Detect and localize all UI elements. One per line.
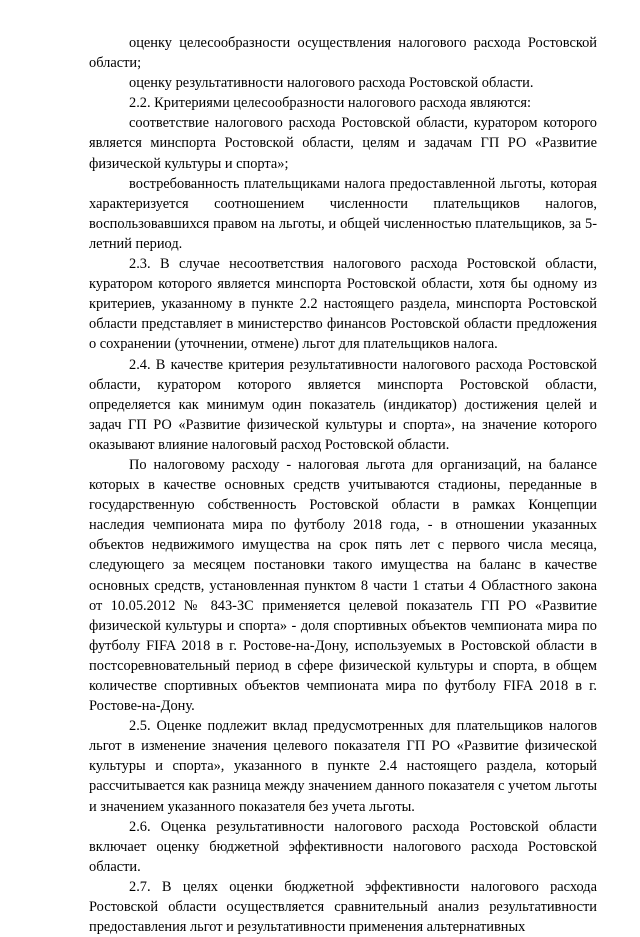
paragraph-2: оценку результативности налогового расхода Ростовской области. xyxy=(129,75,534,92)
paragraph-5: востребованность плательщиками налога предоставленной льготы, которая характеризуется соотношением численности плательщиков налогов, воспользовавшихся правом на льготы, и общей численностью плательщиков, за 5-летний период. xyxy=(89,175,597,252)
paragraph-3: 2.2. Критериями целесообразности налогового расхода являются: xyxy=(129,95,532,112)
paragraph-8: По налоговому расходу - налоговая льгота для организаций, на балансе которых в качестве основных средств учитываются стадионы, переданные в государственную собственность Ростовской области в рамках Концепции наследия чемпионата мира по футболу 2018 года, - в отношении указанных объектов недвижимого имущества на срок пять лет с первого числа месяца, следующего за месяцем постановки такого имущества на баланс в качестве основных средств, установленная пунктом 8 части 1 статьи 4 Областного закона от 10.05.2012 № 843-ЗС применяется целевой показатель ГП РО «Развитие физической культуры и спорта» - доля спортивных объектов чемпионата мира по футболу FIFA 2018 в г. Ростове-на-Дону, используемых в Ростовской области в постсоревновательный период в сфере физической культуры и спорта, в общем количестве спортивных объектов чемпионата мира по футболу FIFA 2018 в г. Ростове-на-Дону. xyxy=(89,456,597,715)
paragraph-10: 2.6. Оценка результативности налогового расхода Ростовской области включает оценку бюджетной эффективности налогового расхода Ростовской области. xyxy=(89,818,597,875)
paragraph-6: 2.3. В случае несоответствия налогового расхода Ростовской области, куратором которого является минспорта Ростовской области, хотя бы одному из критериев, указанному в пункте 2.2 настоящего раздела, минспорта Ростовской области представляет в министерство финансов Ростовской области предложения о сохранении (уточнении, отмене) льгот для плательщиков налога. xyxy=(89,256,597,353)
paragraph-9: 2.5. Оценке подлежит вклад предусмотренных для плательщиков налогов льгот в изменение значения целевого показателя ГП РО «Развитие физической культуры и спорта», указанного в пункте 2.4 настоящего раздела, который рассчитывается как разница между значением данного показателя с учетом льготы и значением указанного показателя без учета льготы. xyxy=(89,718,597,815)
paragraph-7: 2.4. В качестве критерия результативности налогового расхода Ростовской области, куратором которого является минспорта Ростовской области, определяется как минимум один показатель (индикатор) достижения целей и задач ГП РО «Развитие физической культуры и спорта», на значение которого оказывают влияние налоговый расход Ростовской области. xyxy=(89,356,597,453)
paragraph-1: оценку целесообразности осуществления налогового расхода Ростовской области; xyxy=(89,35,597,72)
paragraph-11: 2.7. В целях оценки бюджетной эффективности налогового расхода Ростовской области осуществляется сравнительный анализ результативности предоставления льгот и результативности применения альтернативных xyxy=(89,878,597,936)
document-page xyxy=(89,33,597,937)
paragraph-4: соответствие налогового расхода Ростовской области, куратором которого является минспорта Ростовской области, целям и задачам ГП РО «Развитие физической культуры и спорта»; xyxy=(89,115,597,172)
